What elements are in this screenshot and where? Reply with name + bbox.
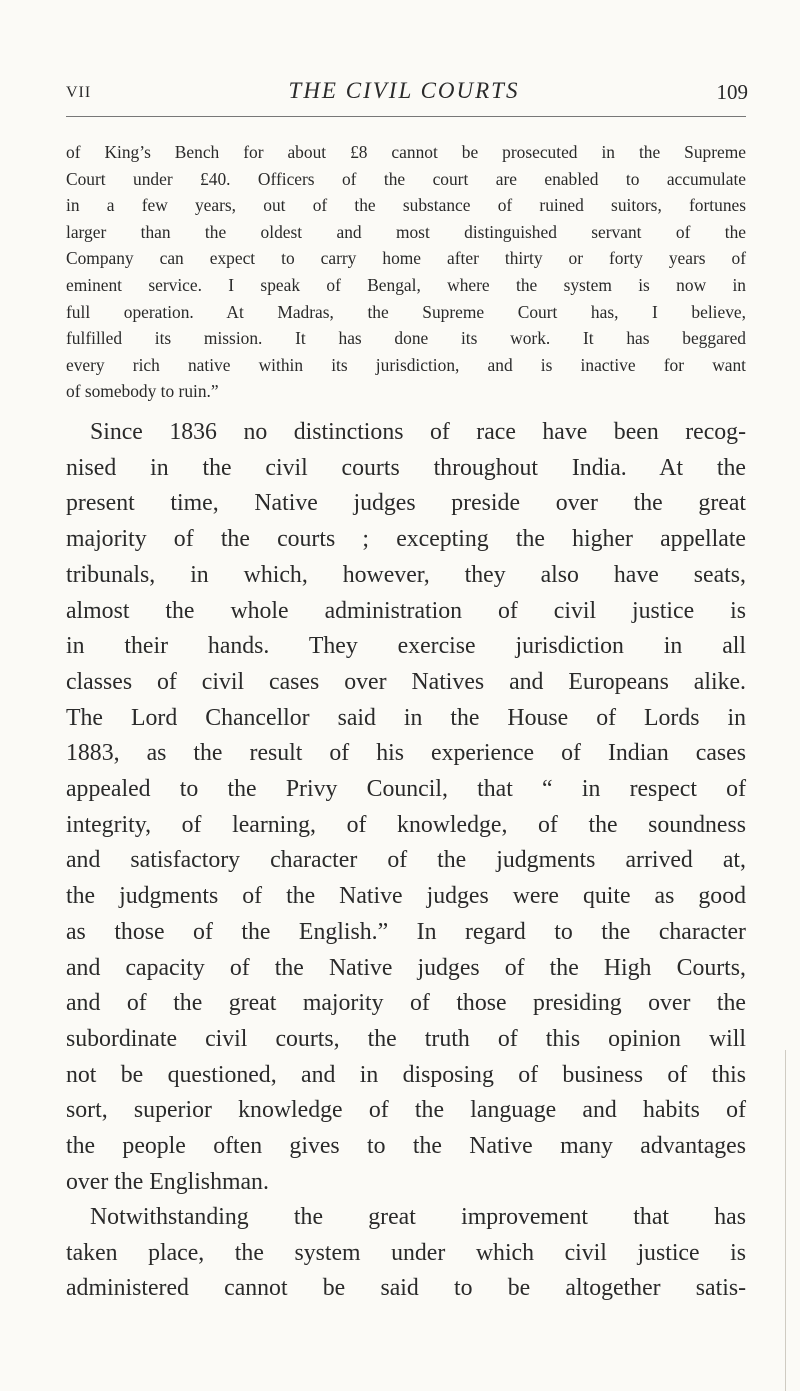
paragraph-line: nised in the civil courts throughout India. At the xyxy=(66,454,746,481)
paragraph-line: appealed to the Privy Council, that “ in respect of xyxy=(66,776,746,803)
quote-line: Court under £40. Officers of the court are enabled to accumulate xyxy=(66,168,746,189)
quote-line: larger than the oldest and most distinguished servant of the xyxy=(66,221,746,242)
quote-line: full operation. At Madras, the Supreme Court has, I believe, xyxy=(66,301,746,322)
paragraph-line: administered cannot be said to be altogether satis- xyxy=(66,1275,746,1302)
running-title: THE CIVIL COURTS xyxy=(288,78,520,103)
paragraph-line: Notwithstanding the great improvement that has xyxy=(90,1204,746,1230)
paragraph-line: taken place, the system under which civil justice is xyxy=(66,1239,746,1266)
page-number: 109 xyxy=(716,80,748,104)
quote-line: of King’s Bench for about £8 cannot be prosecuted in the Supreme xyxy=(66,142,746,162)
paragraph-line: sort, superior knowledge of the language and habits of xyxy=(66,1097,746,1124)
paragraph-improvement xyxy=(66,1200,746,1307)
paragraph-line: not be questioned, and in disposing of business of this xyxy=(66,1061,746,1088)
paragraph-line: and of the great majority of those presiding over the xyxy=(66,990,746,1017)
header-rule xyxy=(66,116,746,117)
paragraph-line: and capacity of the Native judges of the High Courts, xyxy=(66,954,746,981)
paragraph-line: and satisfactory character of the judgments arrived at, xyxy=(66,847,746,874)
quoted-passage xyxy=(66,139,746,405)
paragraph-line: classes of civil cases over Natives and Europeans alike. xyxy=(66,668,746,695)
quote-line: Company can expect to carry home after thirty or forty years of xyxy=(66,248,746,269)
page-edge-line xyxy=(785,1050,786,1391)
paragraph-line: integrity, of learning, of knowledge, of the soundness xyxy=(66,811,746,838)
paragraph-line: Since 1836 no distinctions of race have been recog- xyxy=(90,419,746,445)
paragraph-line: in their hands. They exercise jurisdiction in all xyxy=(66,633,746,660)
paragraph-line: almost the whole administration of civil justice is xyxy=(66,597,746,624)
paragraph-line: majority of the courts ; excepting the higher appellate xyxy=(66,526,746,553)
quote-line: of somebody to ruin.” xyxy=(66,381,219,402)
chapter-number: VII xyxy=(66,84,92,101)
paragraph-line: present time, Native judges preside over the great xyxy=(66,490,746,517)
paragraph-line: tribunals, in which, however, they also have seats, xyxy=(66,561,746,588)
quote-line: every rich native within its jurisdiction, and is inactive for want xyxy=(66,354,746,375)
paragraph-line: over the Englishman. xyxy=(66,1168,269,1195)
paragraph-line: subordinate civil courts, the truth of this opinion will xyxy=(66,1025,746,1052)
paragraph-line: as those of the English.” In regard to the character xyxy=(66,918,746,945)
running-header xyxy=(60,78,748,108)
paragraph-line: the people often gives to the Native many advantages xyxy=(66,1133,746,1160)
paragraph-race-distinctions xyxy=(66,415,746,1200)
paragraph-line: 1883, as the result of his experience of Indian cases xyxy=(66,740,746,767)
paragraph-line: The Lord Chancellor said in the House of Lords in xyxy=(66,704,746,731)
paragraph-line: the judgments of the Native judges were quite as good xyxy=(66,883,746,910)
quote-line: eminent service. I speak of Bengal, where the system is now in xyxy=(66,274,746,295)
quote-line: fulfilled its mission. It has done its work. It has beggared xyxy=(66,328,746,349)
quote-line: in a few years, out of the substance of ruined suitors, fortunes xyxy=(66,195,746,216)
